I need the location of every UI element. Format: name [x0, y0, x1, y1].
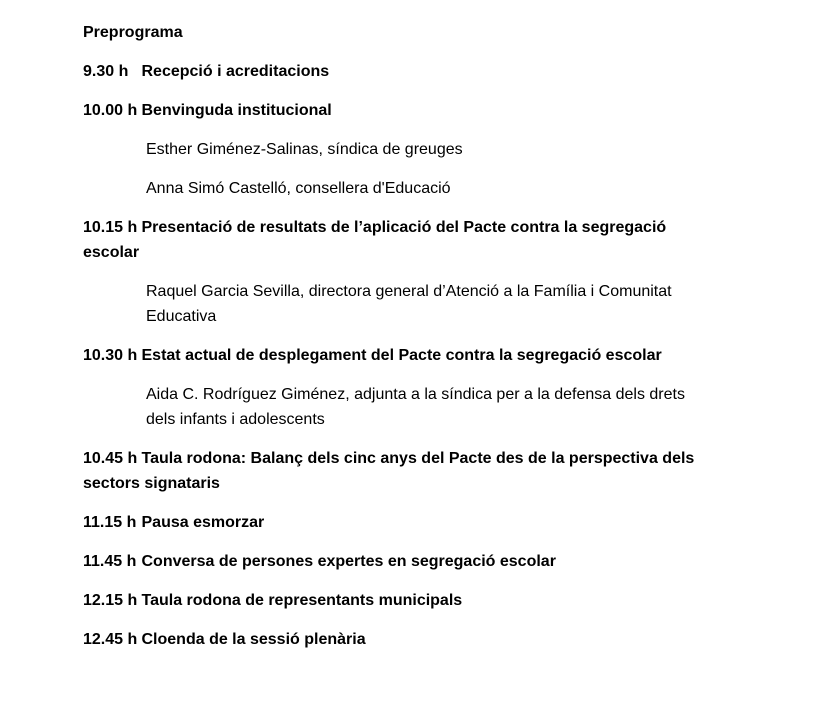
- program-entry: [83, 446, 831, 496]
- session-time: 10.00 h: [83, 102, 138, 119]
- program-entry: [83, 59, 831, 84]
- program-entry: [83, 549, 831, 574]
- session-heading: [83, 510, 715, 535]
- session-time: 9.30 h: [83, 63, 129, 80]
- session-title: Taula rodona de representants municipals: [141, 592, 463, 609]
- session-title: Recepció i acreditacions: [141, 63, 330, 80]
- page-title: Preprograma: [83, 24, 183, 41]
- session-title: Taula rodona: Balanç dels cinc anys del Pacte des de la perspectiva dels sectors signataris: [83, 450, 695, 492]
- session-heading: [83, 59, 715, 84]
- session-heading: [83, 343, 715, 368]
- program-entry: [83, 510, 831, 535]
- session-time: 12.15 h: [83, 592, 138, 609]
- session-heading: [83, 588, 715, 613]
- session-time: 12.45 h: [83, 631, 138, 648]
- program-entry: [83, 588, 831, 613]
- program-entry: [83, 343, 831, 432]
- speaker-line: Anna Simó Castelló, consellera d'Educació: [146, 180, 451, 197]
- session-time: 10.45 h: [83, 450, 138, 467]
- session-title: Cloenda de la sessió plenària: [141, 631, 366, 648]
- session-heading: [83, 215, 715, 265]
- program-entry: [83, 627, 831, 652]
- session-title: Pausa esmorzar: [141, 514, 265, 531]
- session-heading: [83, 98, 715, 123]
- session-time: 11.45 h: [83, 553, 137, 570]
- program-entry: [83, 215, 831, 329]
- session-title: Conversa de persones expertes en segregació escolar: [141, 553, 556, 570]
- speaker-line: Esther Giménez-Salinas, síndica de greuges: [146, 141, 463, 158]
- session-time: 10.15 h: [83, 219, 138, 236]
- session-time: 10.30 h: [83, 347, 138, 364]
- session-title: Presentació de resultats de l’aplicació del Pacte contra la segregació escolar: [83, 219, 667, 261]
- session-heading: [83, 549, 715, 574]
- speaker-line: Raquel Garcia Sevilla, directora general d’Atenció a la Família i Comunitat Educativa: [146, 283, 672, 325]
- session-heading: [83, 627, 715, 652]
- session-heading: [83, 446, 715, 496]
- program-entry: [83, 98, 831, 201]
- session-time: 11.15 h: [83, 514, 137, 531]
- session-title: Estat actual de desplegament del Pacte contra la segregació escolar: [141, 347, 662, 364]
- speaker-line: Aida C. Rodríguez Giménez, adjunta a la síndica per a la defensa dels drets dels infants i adolescents: [146, 386, 685, 428]
- session-title: Benvinguda institucional: [141, 102, 332, 119]
